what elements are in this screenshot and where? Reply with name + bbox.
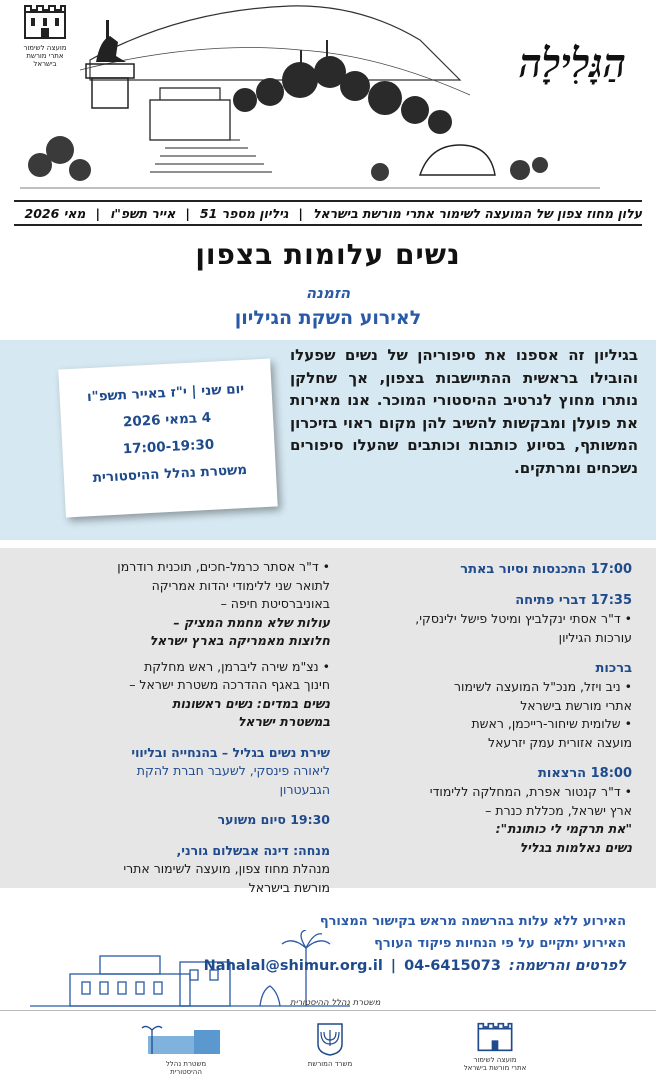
newsletter-description: עלון מחוז צפון של המועצה לשימור אתרי מורשת בישראל bbox=[312, 205, 642, 221]
schedule-opening: 17:35 דברי פתיחה bbox=[515, 593, 632, 608]
logo-caption-1: מועצה לשימור bbox=[23, 44, 67, 52]
contact-label: לפרטים והרשמה: bbox=[508, 958, 626, 974]
masthead-illustration bbox=[0, 0, 656, 200]
song-performer: ליאורה פינסקי, לשעבר חברת להקת bbox=[136, 763, 330, 778]
lecture-3-subtitle: במשטרת ישראל bbox=[237, 714, 330, 729]
nahalal-caption-1: משטרת נהלל bbox=[165, 1060, 207, 1068]
contact-phone[interactable]: 04-6415073 bbox=[404, 958, 501, 974]
opening-speakers: • ד"ר אסתי ינקלביץ ומיטל פישל ילינסקי, bbox=[415, 611, 632, 626]
council-footer-caption-1: מועצה לשימור bbox=[473, 1056, 517, 1064]
song-performer-group: הגבעטרון bbox=[279, 781, 330, 797]
schedule-lectures: 18:00 הרצאות bbox=[538, 766, 632, 781]
lecture-1-subtitle: נשים נאלמות בגליל bbox=[519, 839, 632, 855]
lecture-2-title: עולות שלא מחמת המציק – bbox=[173, 614, 330, 630]
lecture-1-affiliation: ארץ ישראל, מכללת כנרת – bbox=[485, 802, 632, 818]
event-date-card bbox=[58, 359, 277, 518]
schedule-closing: 19:30 סיום משוער bbox=[217, 812, 330, 827]
fortress-icon bbox=[23, 4, 67, 40]
gregorian-date: מאי 2026 bbox=[24, 205, 86, 221]
nahalal-police-logo bbox=[138, 1022, 234, 1076]
contact-separator: | bbox=[390, 958, 397, 974]
issue-number: גיליון מספר 51 bbox=[199, 205, 289, 221]
song-heading: שירת נשים בגליל – בהנחייה ובליווי bbox=[131, 744, 330, 760]
divider: | bbox=[185, 205, 190, 221]
lecture-2-program: לתואר שני ללימודי יהדות אמריקה bbox=[151, 577, 330, 593]
lecture-1-speaker: • ד"ר קנטור אפרת, המחלקה ללימודי bbox=[429, 784, 632, 799]
logo-caption-2: אתרי מורשת בישראל bbox=[26, 52, 64, 68]
police-building-icon bbox=[138, 1022, 234, 1056]
ministry-logo bbox=[300, 1022, 360, 1068]
host-name: מנחה: דינה אבשלום גורני, bbox=[176, 842, 330, 858]
lecture-2-subtitle: חלוצות מאמריקה בארץ ישראל bbox=[149, 633, 330, 648]
masthead-info-strip bbox=[14, 200, 642, 226]
fortress-icon bbox=[476, 1022, 514, 1052]
lecture-3-title: נשים במדים: נשים ראשונות bbox=[171, 695, 330, 711]
council-footer-caption-2: אתרי מורשת בישראל bbox=[463, 1064, 527, 1072]
illustration-caption: משטרת נהלל ההיסטורית bbox=[290, 998, 381, 1008]
intro-paragraph: בגיליון זה אספנו את סיפוריהן של נשים שפעלו והובילו בראשית ההתיישבות בצפון, אך שחלקן נותרו מחוץ לנרטיב ההיסטורי המוכר. אנו מאירות את פועלן ומבקשות להשיב להן מקום ראוי בזיכרון המשותף, בסיוע כותבות וכותבים שהעלו סיפורים נשכחים ומרתקים. bbox=[290, 346, 638, 477]
lecture-3-speaker: • נצ"מ שירה ליברמן, ראש מחלקת bbox=[144, 658, 330, 674]
council-logo bbox=[14, 4, 76, 68]
divider: | bbox=[95, 205, 101, 221]
host-organization: מורשת בישראל bbox=[248, 879, 330, 895]
schedule-arrival: 17:00 התכנסות וסיור באתר bbox=[460, 562, 632, 577]
greeting-1: • ניב ויזל, מנכ"ל המועצה לשימור bbox=[453, 679, 632, 694]
invite-label: הזמנה bbox=[305, 284, 351, 302]
program-column-right bbox=[342, 560, 632, 857]
greetings-heading: ברכות bbox=[595, 661, 632, 676]
footer-divider bbox=[0, 1010, 656, 1011]
lecture-2-university: באוניברסיטת חיפה – bbox=[220, 596, 330, 611]
lecture-2-speaker: • ד"ר אסתר כרמל-חכים, תוכנית רודרמן bbox=[117, 559, 330, 574]
event-time: 17:00-19:30 bbox=[122, 436, 215, 458]
event-day: יום שני | י"ז באייר תשפ"ו bbox=[86, 380, 245, 406]
greeting-2-role: מועצה אזורית עמק יזרעאל bbox=[487, 734, 632, 750]
registration-note: האירוע ללא עלות בהרשמה מראש בקישור המצורף bbox=[319, 914, 626, 929]
greeting-2: • שלומית שיחור-רייכמן, ראשת bbox=[471, 716, 632, 731]
menorah-emblem-icon bbox=[315, 1022, 345, 1056]
host-role: מנהלת מחוז צפון, מועצה לשימור אתרי bbox=[123, 861, 330, 876]
contact-email-link[interactable]: Nahalal@shimur.org.il bbox=[203, 958, 383, 974]
ministry-caption: משרד המורשת bbox=[307, 1060, 353, 1068]
divider: | bbox=[298, 205, 303, 221]
invite-text: לאירוע השקת הגיליון bbox=[234, 307, 422, 329]
home-front-note: האירוע יתקיים על פי הנחיות פיקוד העורף bbox=[374, 936, 626, 951]
hebrew-date: אייר תשפ"ו bbox=[110, 205, 176, 221]
lecture-1-title: "את תרקמי לי כותונת": bbox=[495, 821, 632, 836]
masthead bbox=[0, 0, 656, 200]
greeting-1-role: אתרי מורשת בישראל bbox=[520, 697, 632, 713]
headline: נשים עלומות בצפון bbox=[195, 238, 461, 271]
nahalal-caption-2: ההיסטורית bbox=[170, 1068, 202, 1076]
lecture-3-role: חינוך באגף ההדרכה משטרת ישראל – bbox=[129, 677, 330, 692]
newsletter-title: הַגָּלִילָה bbox=[518, 40, 626, 87]
program-column-left bbox=[30, 558, 330, 897]
opening-speakers-role: עורכות הגיליון bbox=[558, 629, 632, 645]
contact-line bbox=[204, 958, 626, 974]
event-place: משטרת נהלל ההיסטורית bbox=[92, 461, 248, 486]
event-date: 4 במאי 2026 bbox=[122, 409, 212, 431]
council-footer-logo bbox=[455, 1022, 535, 1072]
footer-logos bbox=[0, 1022, 656, 1078]
